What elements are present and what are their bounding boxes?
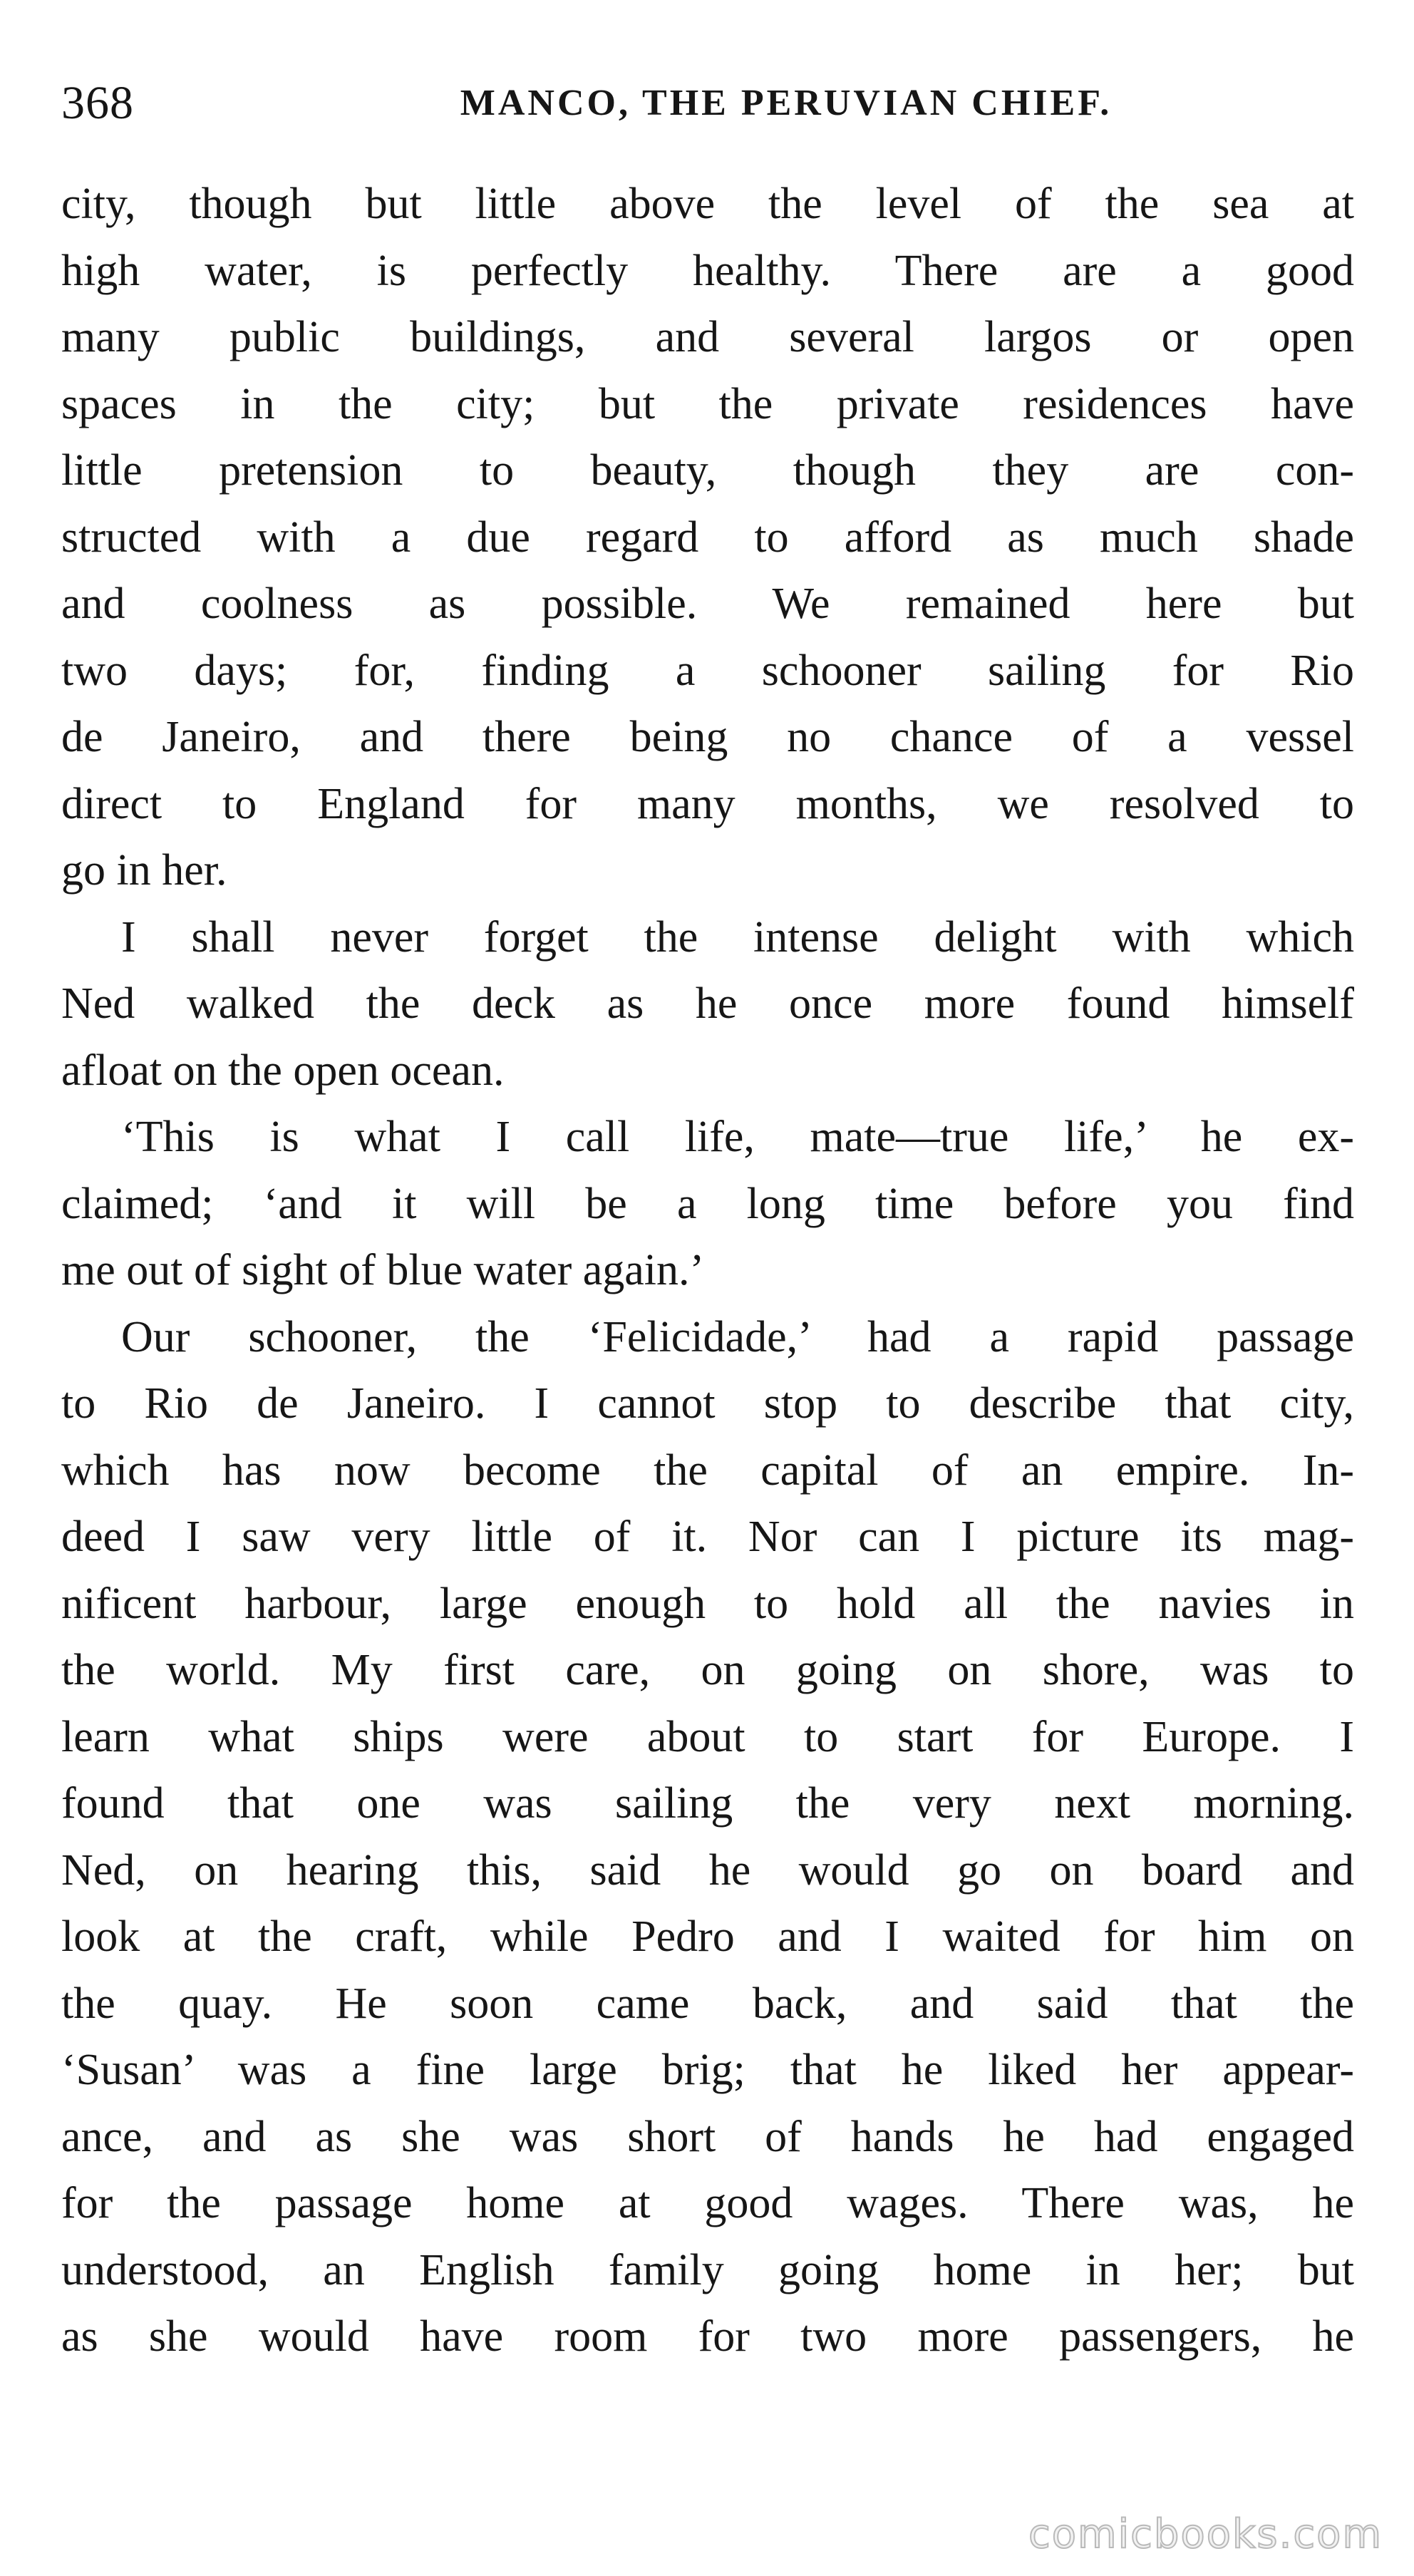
- text-line: claimed; ‘and it will be a long time before you find: [61, 1179, 1354, 1228]
- text-line: understood, an English family going home in her; but: [61, 2245, 1354, 2294]
- text-line: little pretension to beauty, though they are con-: [61, 446, 1354, 495]
- text-line: de Janeiro, and there being no chance of a vessel: [61, 713, 1354, 761]
- text-line: ‘Susan’ was a fine large brig; that he liked her appear-: [61, 2046, 1354, 2094]
- text-line: spaces in the city; but the private residences have: [61, 379, 1354, 428]
- text-line: the world. My first care, on going on shore, was to: [61, 1646, 1354, 1694]
- text-line: to Rio de Janeiro. I cannot stop to describe that city,: [61, 1379, 1354, 1428]
- text-line: found that one was sailing the very next morning.: [61, 1779, 1354, 1828]
- text-line: high water, is perfectly healthy. There are a good: [61, 246, 1354, 295]
- text-line: Ned walked the deck as he once more found himself: [61, 979, 1354, 1028]
- text-line: and coolness as possible. We remained here but: [61, 579, 1354, 628]
- text-line: many public buildings, and several largos or open: [61, 313, 1354, 361]
- text-line: look at the craft, while Pedro and I waited for him on: [61, 1912, 1354, 1961]
- text-line: which has now become the capital of an empire. In-: [61, 1446, 1354, 1495]
- text-line: afloat on the open ocean.: [61, 1046, 505, 1095]
- text-line: learn what ships were about to start for Europe. I: [61, 1712, 1354, 1761]
- running-title: MANCO, THE PERUVIAN CHIEF.: [460, 83, 1113, 123]
- text-line: deed I saw very little of it. Nor can I picture its mag-: [61, 1513, 1354, 1561]
- text-line: me out of sight of blue water again.’: [61, 1246, 705, 1294]
- watermark: comicbooks.com: [1028, 2511, 1383, 2557]
- text-line: direct to England for many months, we resolved to: [61, 779, 1354, 828]
- text-line: the quay. He soon came back, and said that the: [61, 1979, 1354, 2028]
- text-line: ance, and as she was short of hands he had engaged: [61, 2112, 1354, 2161]
- text-line: as she would have room for two more passengers, he: [61, 2312, 1354, 2361]
- text-line: city, though but little above the level of the sea at: [61, 180, 1354, 228]
- text-line: ‘This is what I call life, mate—true life,’ he ex-: [121, 1113, 1354, 1161]
- text-line: I shall never forget the intense delight with which: [121, 912, 1354, 962]
- text-line: go in her.: [61, 846, 227, 895]
- page-number: 368: [61, 77, 134, 129]
- page-header: [61, 71, 1354, 135]
- text-line: Our schooner, the ‘Felicidade,’ had a rapid passage: [121, 1312, 1354, 1361]
- text-line: for the passage home at good wages. There was, he: [61, 2179, 1354, 2227]
- text-line: Ned, on hearing this, said he would go on board and: [61, 1845, 1354, 1895]
- text-line: structed with a due regard to afford as much shade: [61, 512, 1354, 562]
- body-text: [61, 171, 1354, 2371]
- text-line: two days; for, finding a schooner sailing for Rio: [61, 646, 1354, 695]
- text-line: nificent harbour, large enough to hold all the navies in: [61, 1579, 1354, 1628]
